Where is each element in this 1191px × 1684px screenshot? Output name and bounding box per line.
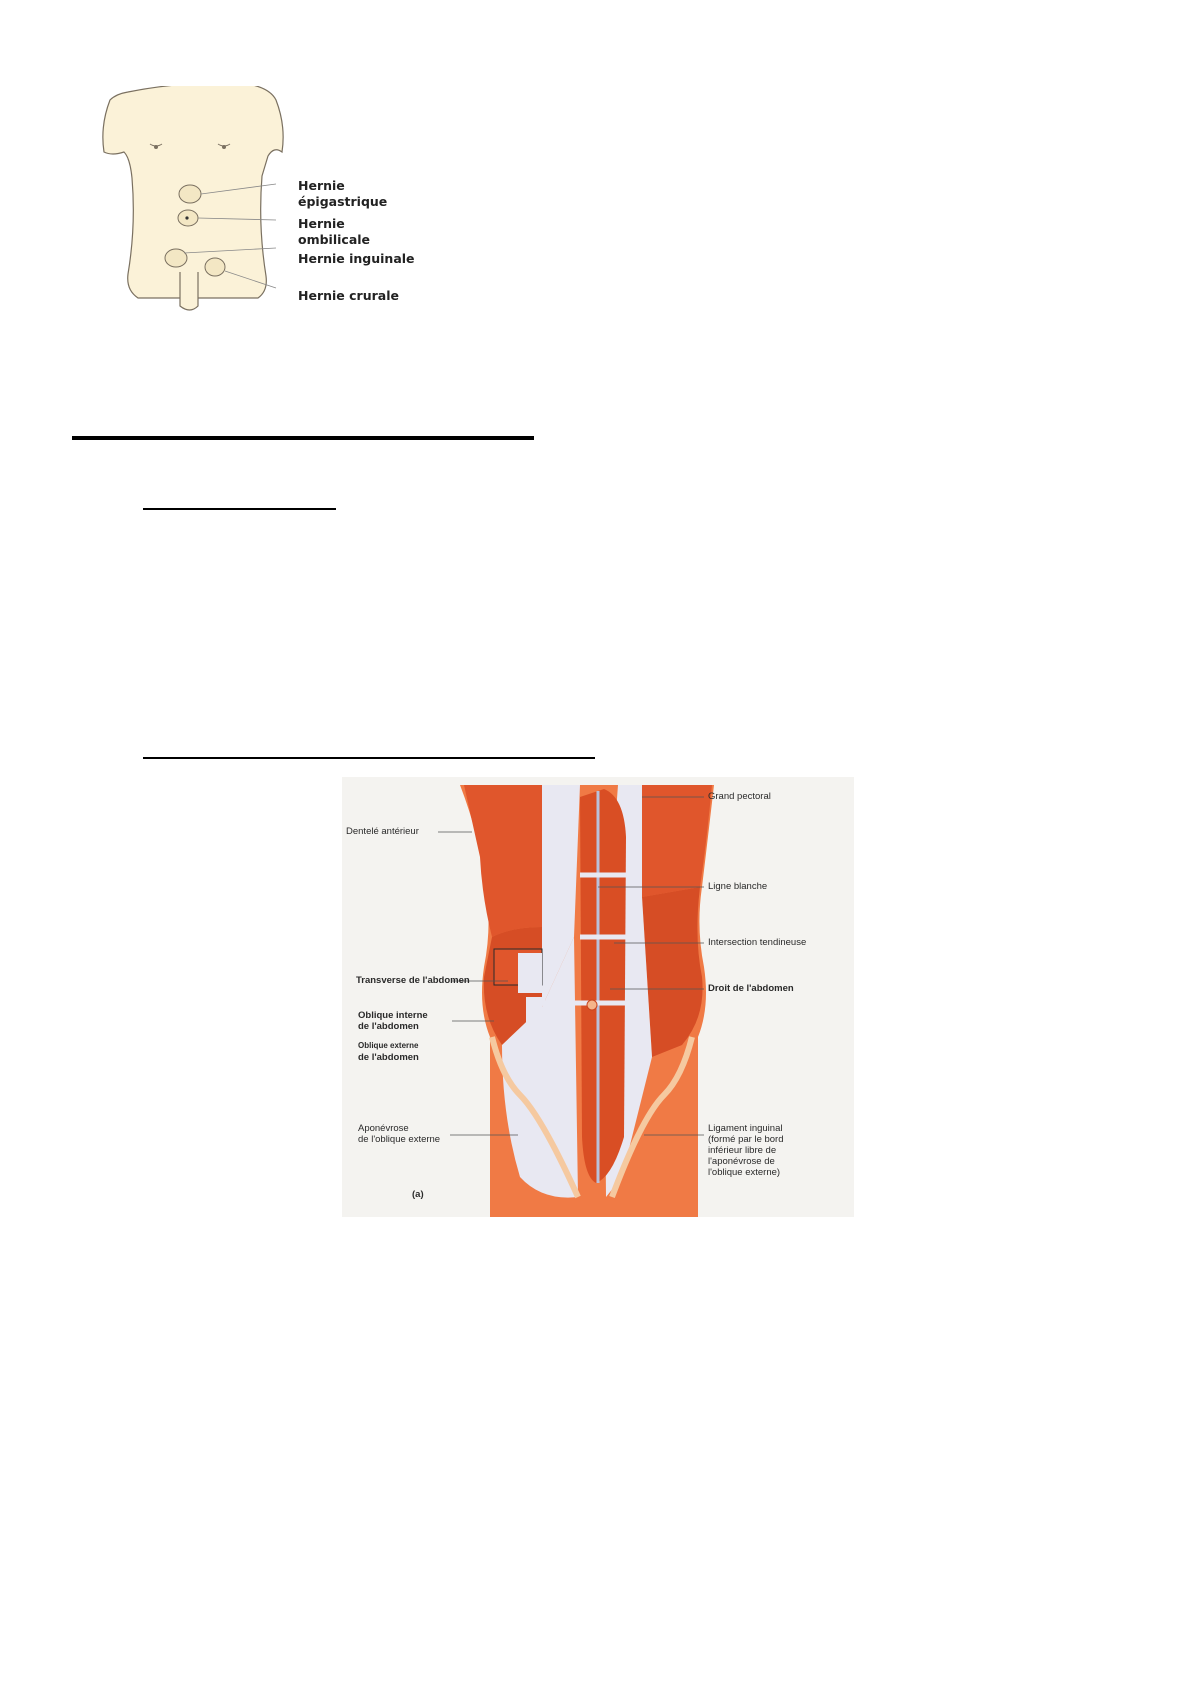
label-transverse-abdomen: Transverse de l'abdomen bbox=[356, 975, 470, 986]
label-aponevrose: Aponévrose de l'oblique externe bbox=[358, 1123, 441, 1145]
label-grand-pectoral: Grand pectoral bbox=[708, 791, 771, 802]
label-ligament-inguinal: Ligament inguinal (formé par le bord inférieur libre de l'aponévrose de l'oblique externe) bbox=[708, 1123, 784, 1178]
label-panel-a: (a) bbox=[412, 1189, 424, 1200]
label-hernie-crurale: Hernie crurale bbox=[298, 288, 399, 303]
abdominal-muscles-figure bbox=[342, 777, 854, 1217]
label-intersection-tendineuse: Intersection tendineuse bbox=[708, 937, 807, 948]
label-oblique-externe-line1: Oblique externe bbox=[358, 1041, 419, 1050]
label-dentele-anterieur: Dentelé antérieur bbox=[346, 826, 419, 837]
label-hernie-epigastrique: Hernie épigastrique bbox=[298, 178, 388, 209]
label-hernie-inguinale: Hernie inguinale bbox=[298, 251, 415, 266]
subheading-underline-2 bbox=[143, 757, 595, 759]
section-heading-underline bbox=[72, 436, 534, 440]
label-oblique-externe-line2: de l'abdomen bbox=[358, 1052, 419, 1063]
label-ligne-blanche: Ligne blanche bbox=[708, 881, 768, 892]
subheading-underline-1 bbox=[143, 508, 336, 510]
label-droit-abdomen: Droit de l'abdomen bbox=[708, 983, 794, 994]
label-hernie-ombilicale: Hernie ombilicale bbox=[298, 216, 371, 247]
hernia-figure bbox=[98, 86, 428, 326]
label-oblique-interne: Oblique interne de l'abdomen bbox=[358, 1010, 428, 1032]
